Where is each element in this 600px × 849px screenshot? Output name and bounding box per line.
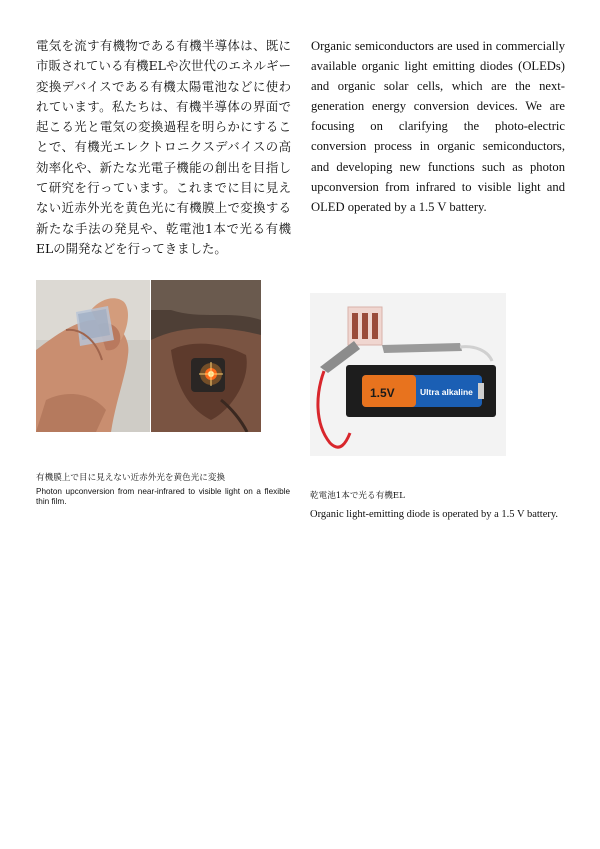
battery-brand-label: Ultra alkaline: [420, 387, 473, 397]
left-figure-caption-jp: 有機膜上で目に見えない近赤外光を黄色光に変換: [36, 473, 226, 483]
battery-voltage-label: 1.5V: [370, 386, 395, 400]
right-figure-caption-en: Organic light-emitting diode is operated by a 1.5 V battery.: [310, 509, 559, 520]
upconversion-emission-photo: [151, 280, 261, 432]
english-description: Organic semiconductors are used in commercially available organic light emitting diodes (OLEDs) and organic solar cells, which are the next-generation energy conversion devices. We are focusing on clarifying the photo-electric conversion process in organic semiconductors, and developing new functions such as photon upconversion from infrared to visible light and OLED operated by a 1.5 V battery.: [311, 39, 565, 214]
right-figure-caption-jp: 乾電池1本で光る有機EL: [310, 491, 405, 501]
left-figure-caption-en: Photon upconversion from near-infrared to visible light on a flexible thin film.: [36, 487, 290, 506]
flexible-film-photo: [36, 280, 150, 432]
oled-battery-photo: [310, 293, 506, 456]
japanese-description: 電気を流す有機物である有機半導体は、既に市販されている有機ELや次世代のエネルギー変換デバイスである有機太陽電池などに使われています。私たちは、有機半導体の界面で起こる光と電気の変換過程を明らかにすることで、有機光エレクトロニクスデバイスの高効率化や、新たな光電子機能の創出を目指して研究を行っています。これまでに目に見えない近赤外光を黄色光に有機膜上で変換する新たな手法の発見や、乾電池1本で光る有機ELの開発などを行ってきました。: [36, 38, 291, 256]
